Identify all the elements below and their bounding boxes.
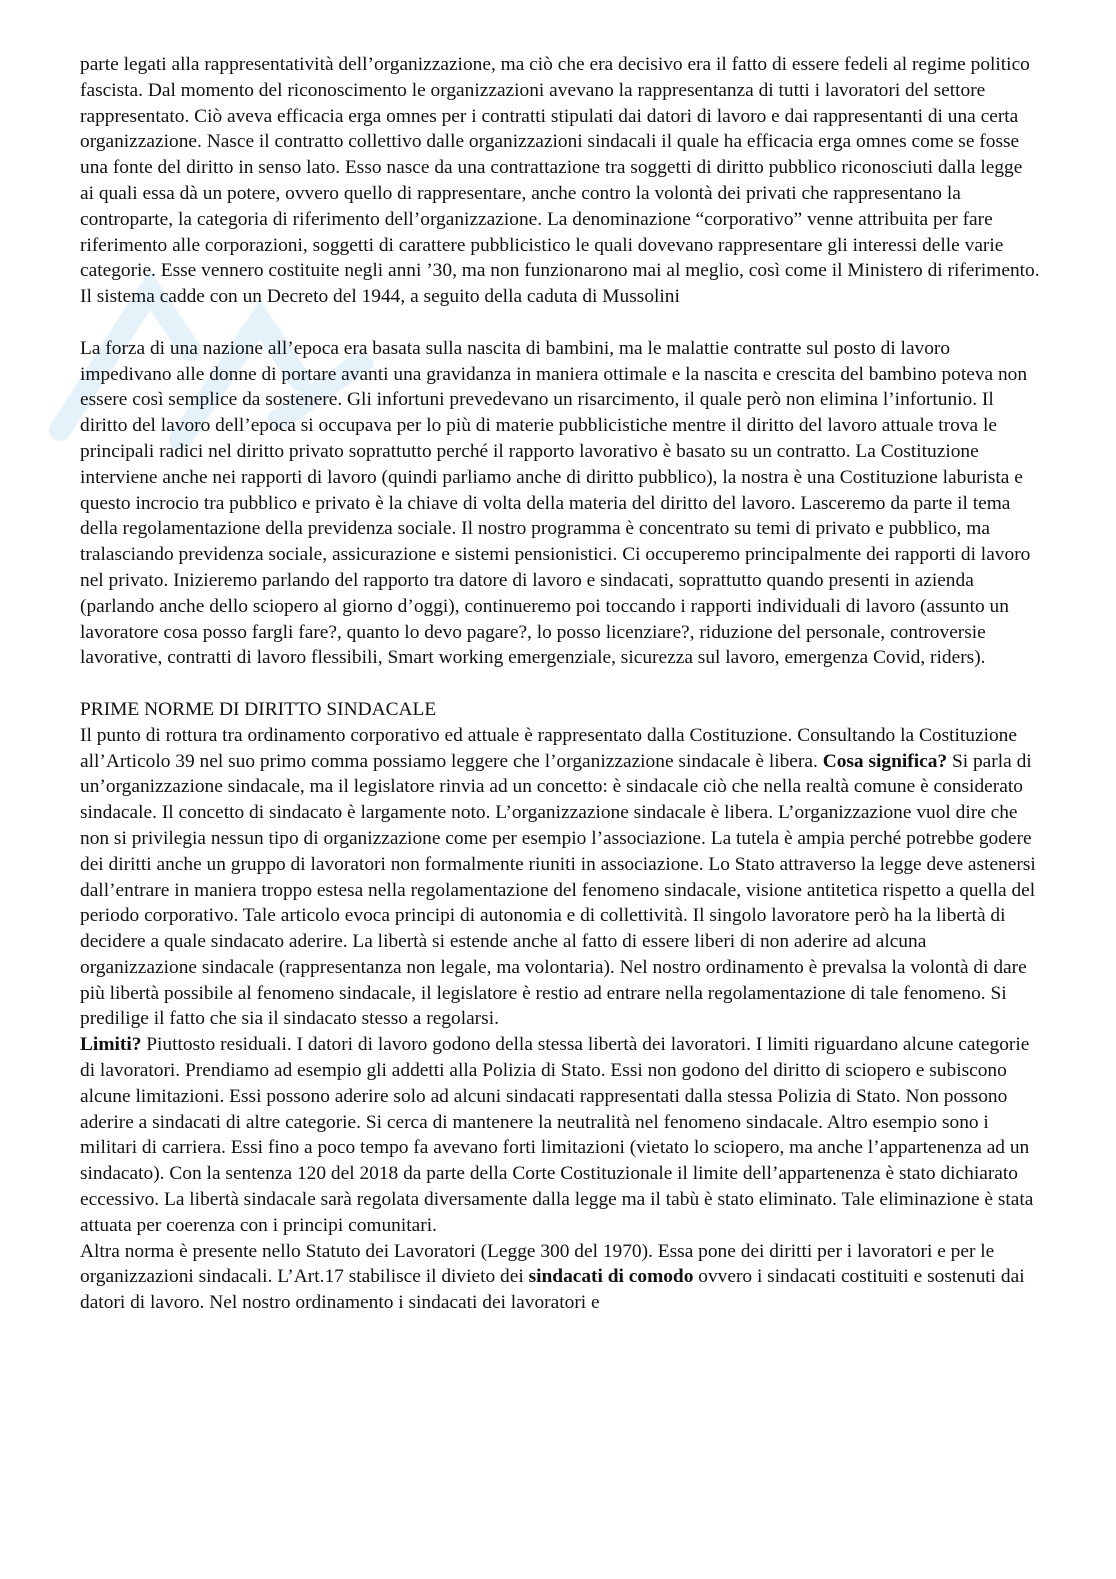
- paragraph-limiti: [80, 1032, 1040, 1238]
- paragraph-corporativo: parte legati alla rappresentatività dell’organizzazione, ma ciò che era decisivo era il fatto di essere fedeli al regime politico fascista. Dal momento del riconoscimento le organizzazioni avevano la rappresentanza di tutti i lavoratori del settore rappresentato. Ciò aveva efficacia erga omnes per i contratti stipulati dai datori di lavoro e dai rappresentanti di una certa organizzazione. Nasce il contratto collettivo dalle organizzazioni sindacali il quale ha efficacia erga omnes come se fosse una fonte del diritto in senso lato. Esso nasce da una contrattazione tra soggetti di diritto pubblico riconosciuti dalla legge ai quali essa dà un potere, ovvero quello di rappresentare, anche contro la volontà dei privati che rappresentano la controparte, la categoria di riferimento dell’organizzazione. La denominazione “corporativo” venne attribuita per fare riferimento alle corporazioni, soggetti di carattere pubblicistico le quali dovevano rappresentare gli interessi delle varie categorie. Esse vennero costituite negli anni ’30, ma non funzionarono mai al meglio, così come il Ministero di riferimento. Il sistema cadde con un Decreto del 1944, a seguito della caduta di Mussolini: [80, 54, 1040, 308]
- paragraph-statuto: [80, 1239, 1040, 1316]
- paragraph-diritto-lavoro: La forza di una nazione all’epoca era basata sulla nascita di bambini, ma le malattie contratte sul posto di lavoro impedivano alle donne di portare avanti una gravidanza in maniera ottimale e la nascita e crescita del bambino poteva non essere così semplice da sostenere. Gli infortuni prevedevano un risarcimento, il quale però non elimina l’infortunio. Il diritto del lavoro dell’epoca si occupava per lo più di materie pubblicistiche mentre il diritto del lavoro attuale trova le principali radici nel diritto privato soprattutto perché il rapporto lavorativo è basato su un contratto. La Costituzione interviene anche nei rapporti di lavoro (quindi parliamo anche di diritto pubblico), la nostra è una Costituzione laburista e questo incrocio tra pubblico e privato è la chiave di volta della materia del diritto del lavoro. Lasceremo da parte il tema della regolamentazione della previdenza sociale. Il nostro programma è concentrato su temi di privato e pubblico, ma tralasciando previdenza sociale, assicurazione e sistemi pensionistici. Ci occuperemo principalmente dei rapporti di lavoro nel privato. Inizieremo parlando del rapporto tra datore di lavoro e sindacati, soprattutto quando presenti in azienda (parlando anche dello sciopero al giorno d’oggi), continueremo poi toccando i rapporti individuali di lavoro (assunto un lavoratore cosa posso fargli fare?, quanto lo devo pagare?, lo posso licenziare?, riduzione del personale, controversie lavorative, contratti di lavoro flessibili, Smart working emergenziale, sicurezza sul lavoro, emergenza Covid, riders).: [80, 337, 1031, 669]
- paragraph-articolo-39: [80, 723, 1040, 1033]
- paragraph-spacer: [80, 310, 1040, 336]
- bold-term: sindacati di comodo: [528, 1266, 694, 1288]
- text-run: Altra norma è presente nello Statuto dei Lavoratori (Legge 300 del 1970). Essa pone dei diritti per i lavoratori e per le organizzazioni sindacali. L’Art.17 stabilisce il divieto dei: [80, 1240, 995, 1288]
- bold-question: Limiti?: [80, 1034, 142, 1056]
- document-page: [80, 52, 1040, 1316]
- text-run: Si parla di un’organizzazione sindacale, ma il legislatore rinvia ad un concetto: è sindacale ciò che nella realtà comune è considerato sindacale. Il concetto di sindacato è largamente noto. L’organizzazione sindacale è libera. L’organizzazione vuol dire che non si privilegia nessun tipo di organizzazione come per esempio l’associazione. La tutela è ampia perché potrebbe godere dei diritti anche un gruppo di lavoratori non formalmente riuniti in associazione. Lo Stato attraverso la legge deve astenersi dall’entrare in maniera troppo estesa nella regolamentazione del fenomeno sindacale, visione antitetica rispetto a quella del periodo corporativo. Tale articolo evoca principi di autonomia e di collettività. Il singolo lavoratore però ha la libertà di decidere a quale sindacato aderire. La libertà si estende anche al fatto di essere liberi di non aderire ad alcuna organizzazione sindacale (rappresentanza non legale, ma volontaria). Nel nostro ordinamento è prevalsa la volontà di dare più libertà possibile al fenomeno sindacale, il legislatore è restio ad entrare nella regolamentazione di tale fenomeno. Si predilige il fatto che sia il sindacato stesso a regolarsi.: [80, 750, 1036, 1030]
- text-run: Piuttosto residuali. I datori di lavoro godono della stessa libertà dei lavoratori. I limiti riguardano alcune categorie di lavoratori. Prendiamo ad esempio gli addetti alla Polizia di Stato. Essi non godono del diritto di sciopero e subiscono alcune limitazioni. Essi possono aderire solo ad alcuni sindacati rappresentati dalla stessa Polizia di Stato. Non possono aderire a sindacati di altre categorie. Si cerca di mantenere la neutralità nel fenomeno sindacale. Altro esempio sono i militari di carriera. Essi fino a poco tempo fa avevano forti limitazioni (vietato lo sciopero, ma anche l’appartenenza ad un sindacato). Con la sentenza 120 del 2018 da parte della Corte Costituzionale il limite dell’appartenenza è stato dichiarato eccessivo. La libertà sindacale sarà regolata diversamente dalla legge ma il tabù è stato eliminato. Tale eliminazione è stata attuata per coerenza con i principi comunitari.: [80, 1034, 1034, 1236]
- bold-question: Cosa significa?: [822, 750, 948, 772]
- paragraph-spacer: [80, 671, 1040, 697]
- section-heading: PRIME NORME DI DIRITTO SINDACALE: [80, 698, 437, 720]
- text-run: ovvero i sindacati costituiti e sostenuti dai datori di lavoro. Nel nostro ordinamento i sindacati dei lavoratori e: [80, 1266, 1025, 1314]
- text-run: Il punto di rottura tra ordinamento corporativo ed attuale è rappresentato dalla Costituzione. Consultando la Costituzione all’Articolo 39 nel suo primo comma possiamo leggere che l’organizzazione sindacale è libera.: [80, 724, 1017, 772]
